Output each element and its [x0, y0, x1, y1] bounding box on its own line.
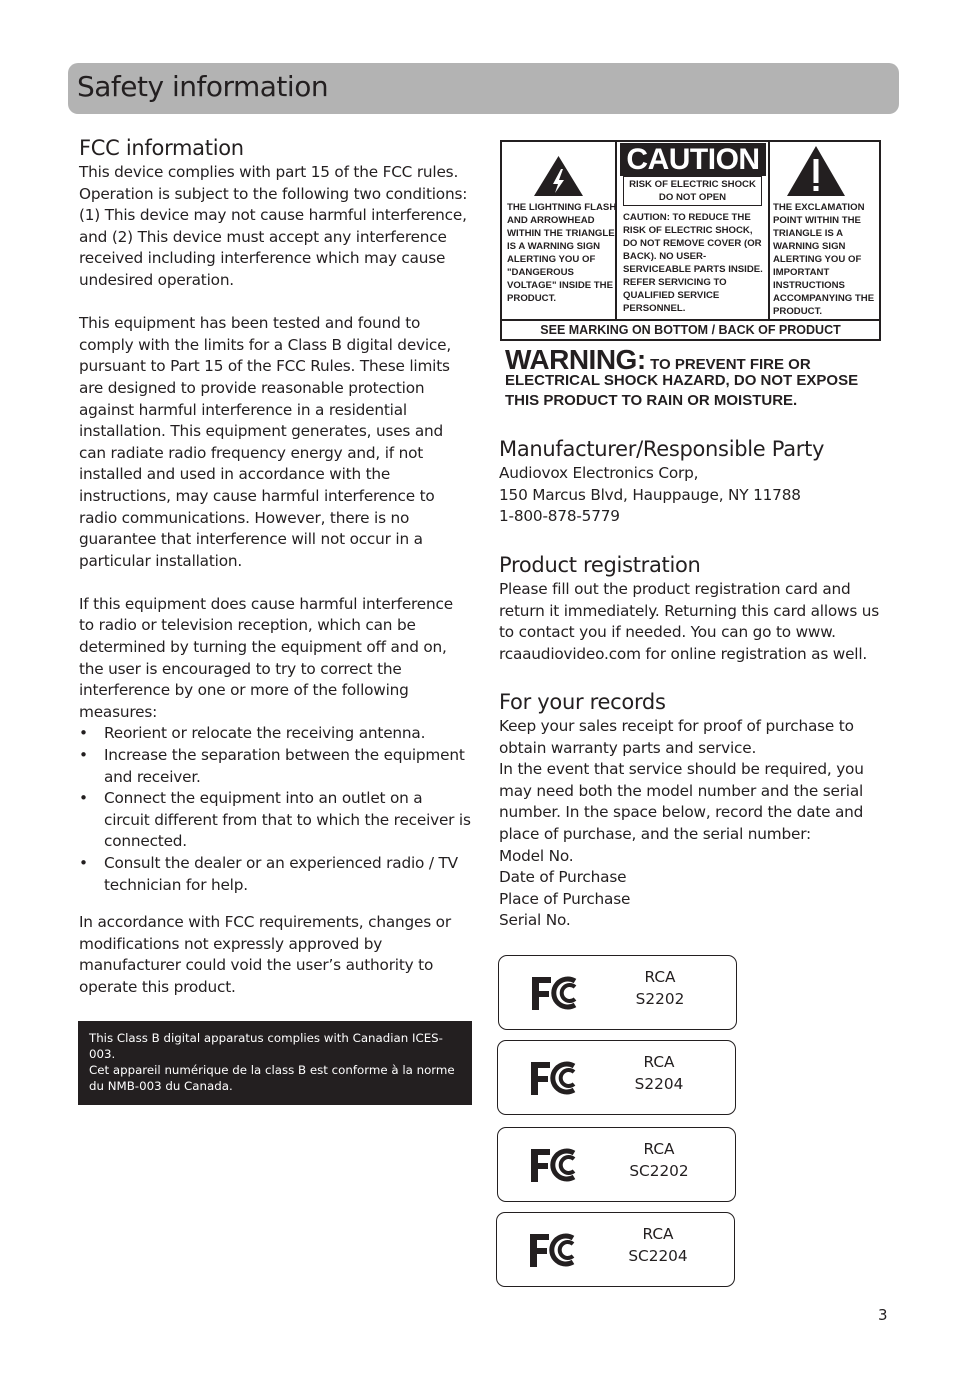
fcc-information-section — [79, 134, 471, 999]
risk-line-1: RISK OF ELECTRIC SHOCK — [629, 179, 756, 190]
risk-line-2: DO NOT OPEN — [658, 192, 727, 203]
fcc-paragraph-3: If this equipment does cause harmful interference to radio or television reception, which can be determined by turning the equipment off and on, the user is encouraged to try to correct the interference by one or more of the following measures: — [79, 594, 453, 721]
list-item: • Increase the separation between the equipment and receiver. — [79, 746, 465, 786]
registration-section — [499, 551, 884, 665]
manufacturer-line-3: 1-800-878-5779 — [499, 507, 620, 526]
fcc-label-box — [498, 955, 737, 1030]
fcc-paragraph-4: In accordance with FCC requirements, changes or modifications not expressly approved by manufacturer could void the user’s authority to operate this product. — [79, 913, 451, 996]
fcc-label-model: SC2204 — [628, 1246, 688, 1265]
list-item: • Reorient or relocate the receiving antenna. — [79, 724, 426, 743]
fcc-label-model: S2204 — [634, 1074, 684, 1093]
fcc-logo-icon — [528, 1058, 584, 1098]
section-header-bar — [68, 63, 899, 114]
fcc-label-model: SC2202 — [629, 1161, 689, 1180]
see-marking-text: SEE MARKING ON BOTTOM / BACK OF PRODUCT — [502, 319, 879, 339]
manufacturer-section — [499, 435, 884, 528]
records-title: For your records — [499, 690, 666, 714]
page-title: Safety information — [77, 70, 329, 103]
list-item: • Consult the dealer or an experienced radio / TV technician for help. — [79, 854, 458, 894]
lightning-triangle-icon — [533, 155, 584, 197]
record-field-place: Place of Purchase — [499, 889, 631, 908]
canada-english-text: This Class B digital apparatus complies with Canadian ICES-003. — [89, 1031, 443, 1061]
fcc-label-model: S2202 — [635, 989, 685, 1008]
fcc-label-text — [613, 1139, 705, 1182]
manufacturer-line-1: Audiovox Electronics Corp, — [499, 464, 699, 482]
fcc-label-text — [613, 1052, 705, 1095]
fcc-label-text — [614, 967, 706, 1010]
fcc-label-brand: RCA — [642, 1225, 674, 1243]
canada-french-text: Cet appareil numérique de la class B est conforme à la norme du NMB-003 du Canada. — [89, 1063, 455, 1093]
caution-center-cell — [617, 142, 770, 319]
fcc-label-brand: RCA — [643, 1053, 675, 1071]
fcc-label-box — [497, 1127, 736, 1202]
page-number: 3 — [878, 1306, 888, 1324]
lightning-warning-text: THE LIGHTNING FLASH AND ARROWHEAD WITHIN THE TRIANGLE IS A WARNING SIGN ALERTING YOU OF "DANGEROUS VOLTAGE" INSIDE THE PRODUCT. — [507, 202, 617, 304]
caution-instructions-text: CAUTION: TO REDUCE THE RISK OF ELECTRIC SHOCK, DO NOT REMOVE COVER (OR BACK). NO USER-SERVICEABLE PARTS INSIDE. REFER SERVICING TO QUALIFIED SERVICE PERSONNEL. — [623, 212, 763, 314]
exclamation-triangle-icon — [786, 145, 846, 197]
caution-label — [500, 140, 881, 341]
fcc-label-brand: RCA — [643, 1140, 675, 1158]
caution-heading: CAUTION — [620, 143, 766, 176]
fcc-label-text — [612, 1224, 704, 1267]
fcc-label-box — [496, 1212, 735, 1287]
fcc-paragraph-2: This equipment has been tested and found to comply with the limits for a Class B digital device, pursuant to Part 15 of the FCC Rules. These limits are designed to provide reasonable protection against harmful interference in a residential installation. This equipment generates, uses and can radiate radio frequency energy and, if not installed and used in accordance with the instructions, may cause harmful interference to radio communications. However, there is no guarantee that interference will not occur in a particular installation. — [79, 314, 452, 570]
risk-of-shock-box — [623, 176, 762, 206]
warning-text-inline: TO PREVENT FIRE OR — [650, 356, 811, 373]
list-item: • Connect the equipment into an outlet on a circuit different from that to which the receiver is connected. — [79, 789, 471, 851]
record-field-model: Model No. — [499, 846, 574, 865]
fcc-logo-icon — [528, 1145, 584, 1185]
warning-block — [505, 344, 885, 411]
fcc-title: FCC information — [79, 136, 244, 160]
record-field-serial: Serial No. — [499, 911, 571, 930]
manufacturer-line-2: 150 Marcus Blvd, Hauppauge, NY 11788 — [499, 485, 801, 504]
exclamation-warning-text: THE EXCLAMATION POINT WITHIN THE TRIANGLE IS A WARNING SIGN ALERTING YOU OF IMPORTANT INSTRUCTIONS ACCOMPANYING THE PRODUCT. — [773, 202, 875, 317]
fcc-logo-icon — [529, 973, 585, 1013]
warning-word: WARNING: — [505, 344, 646, 375]
records-section — [499, 688, 884, 932]
fcc-measures-list — [79, 723, 471, 896]
exclamation-warning-cell — [770, 142, 879, 319]
fcc-paragraph-1: This device complies with part 15 of the FCC rules. Operation is subject to the following two conditions: (1) This device may not cause harmful interference, and (2) This device must accept any interference received including interference which may cause undesired operation. — [79, 163, 468, 289]
record-field-date: Date of Purchase — [499, 868, 627, 887]
lightning-warning-cell — [502, 142, 617, 319]
registration-text: Please fill out the product registration card and return it immediately. Returning this card allows us to contact you if needed. You can go to www. rcaaudiovideo.com for online registration as well. — [499, 580, 880, 663]
canada-compliance-box — [78, 1021, 472, 1105]
manufacturer-title: Manufacturer/Responsible Party — [499, 437, 825, 461]
records-paragraph-1: Keep your sales receipt for proof of purchase to obtain warranty parts and service. — [499, 717, 854, 757]
fcc-label-box — [497, 1040, 736, 1115]
records-paragraph-2: In the event that service should be required, you may need both the model number and the serial number. In the space below, record the date and place of purchase, and the serial number: — [499, 760, 864, 843]
fcc-logo-icon — [527, 1230, 583, 1270]
warning-text: ELECTRICAL SHOCK HAZARD, DO NOT EXPOSE THIS PRODUCT TO RAIN OR MOISTURE. — [505, 372, 859, 409]
fcc-label-brand: RCA — [644, 968, 676, 986]
registration-title: Product registration — [499, 553, 701, 577]
